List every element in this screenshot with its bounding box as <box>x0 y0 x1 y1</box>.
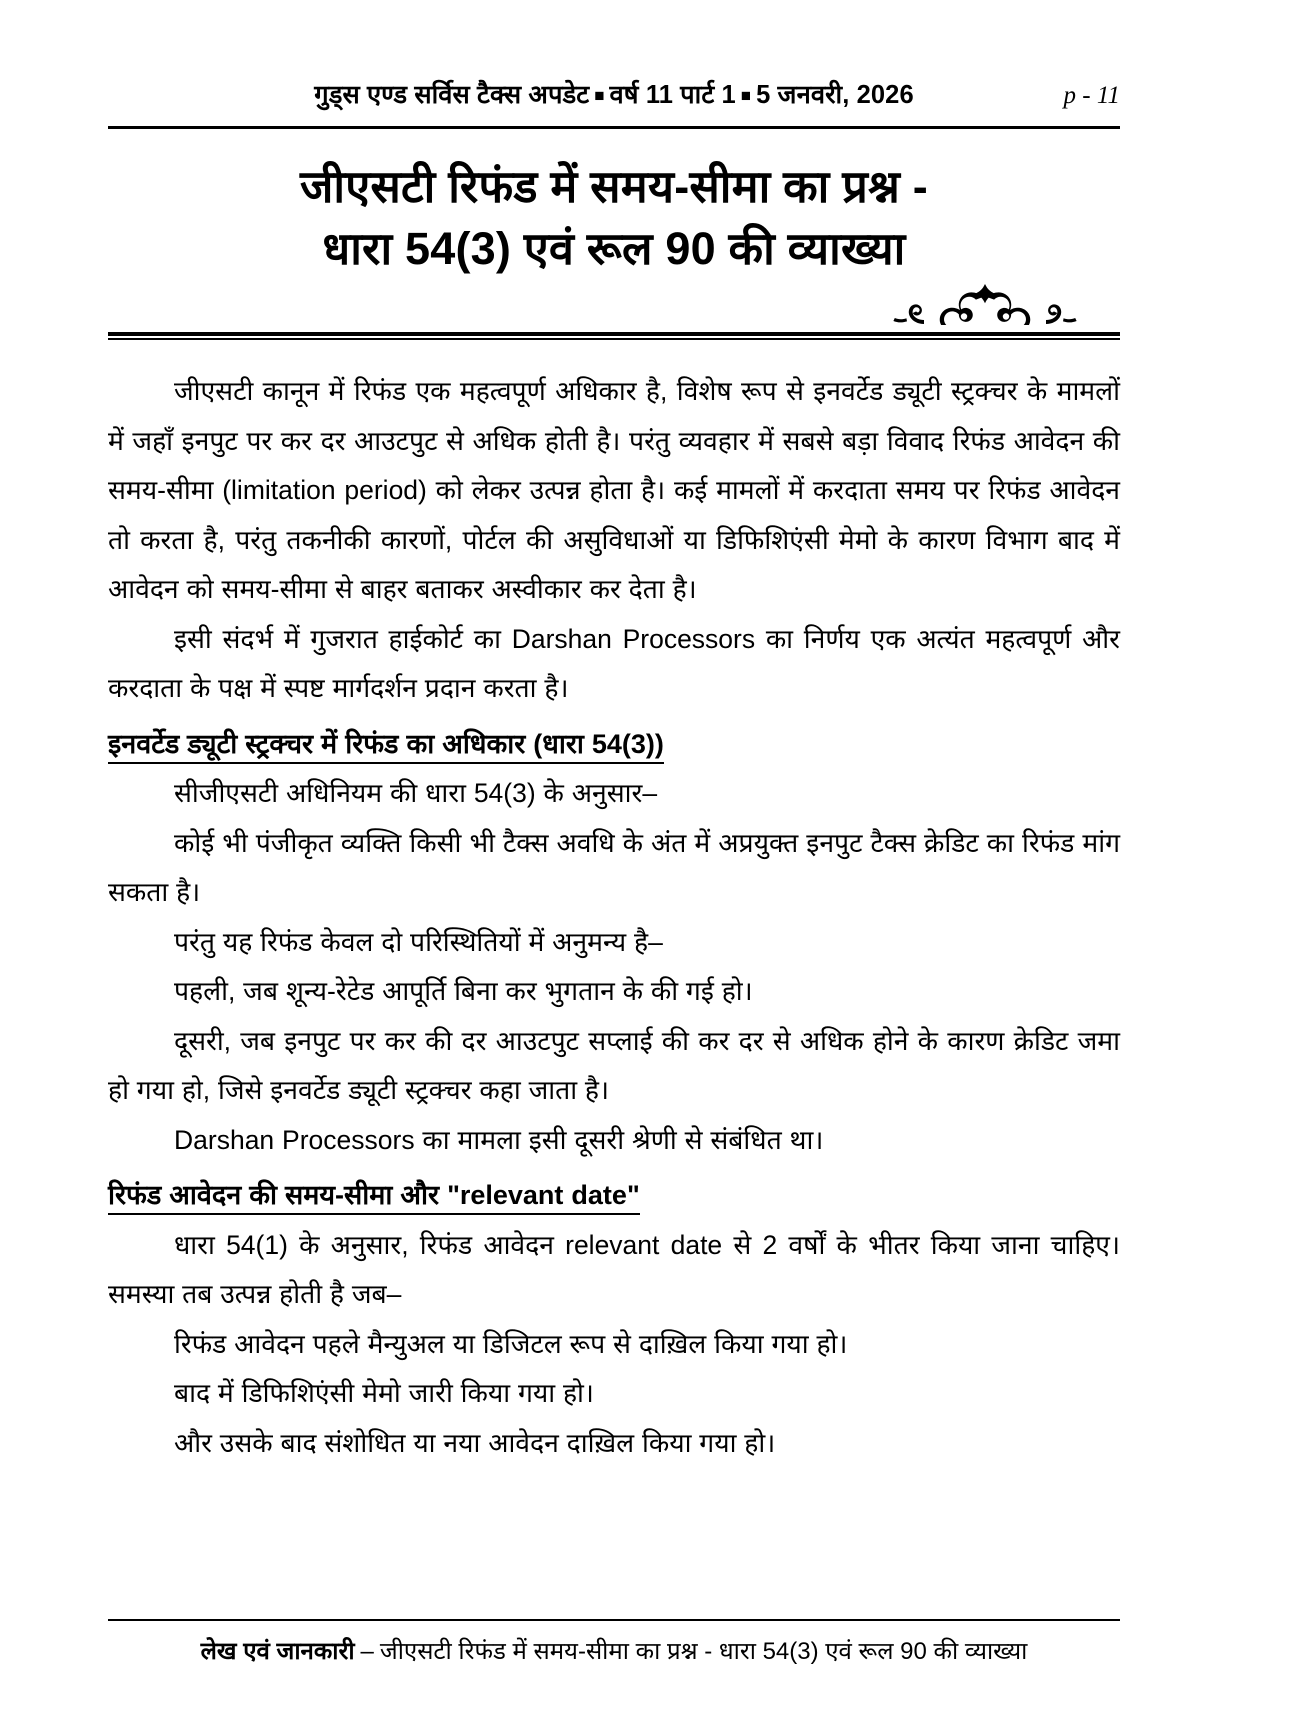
page-title <box>108 156 1120 280</box>
running-head-center <box>108 78 1120 113</box>
page-number: p - 11 <box>1063 82 1120 109</box>
title-divider-thick <box>108 332 1120 336</box>
flourish-ornament-icon <box>880 280 1090 326</box>
section-heading-2-text-part1: रिफंड आवेदन की समय-सीमा और <box>108 1180 447 1215</box>
article-body <box>108 367 1120 1468</box>
ornament-row <box>108 286 1120 332</box>
section-heading-1 <box>108 720 1120 770</box>
paragraph: धारा 54(1) के अनुसार, रिफंड आवेदन relevant date से 2 वर्षों के भीतर किया जाना चाहिए। समस्या तब उत्पन्न होती है जब– <box>108 1229 1120 1309</box>
paragraph: Darshan Processors का मामला इसी दूसरी श्रेणी से संबंधित था। <box>174 1124 824 1155</box>
paragraph: बाद में डिफिशिएंसी मेमो जारी किया गया हो। <box>174 1378 594 1408</box>
paragraph: जीएसटी कानून में रिफंड एक महत्वपूर्ण अधिकार है, विशेष रूप से इनवर्टेड ड्यूटी स्ट्रक्चर के मामलों में जहाँ इनपुट पर कर दर आउटपुट से अधिक होती है। परंतु व्यवहार में सबसे बड़ा विवाद रिफंड आवेदन की समय-सीमा (limitation period) को लेकर उत्पन्न होता है। कई मामलों में करदाता समय पर रिफंड आवेदन तो करता है, परंतु तकनीकी कारणों, पोर्टल की असुविधाओं या डिफिशिएंसी मेमो के कारण विभाग बाद में आवेदन को समय-सीमा से बाहर बताकर अस्वीकार कर देता है। <box>108 376 1120 604</box>
volume-part: वर्ष 11 पार्ट 1 <box>609 81 736 109</box>
issue-date: 5 जनवरी, 2026 <box>756 81 914 109</box>
paragraph: रिफंड आवेदन पहले मैन्युअल या डिजिटल रूप से दाख़िल किया गया हो। <box>174 1328 848 1359</box>
running-head <box>108 78 1120 130</box>
paragraph: सीजीएसटी अधिनियम की धारा 54(3) के अनुसार– <box>174 778 658 808</box>
main-content <box>108 132 1120 1468</box>
page-title-line-2: धारा 54(3) एवं रूल 90 की व्याख्या <box>322 223 906 274</box>
footer-rule <box>108 1619 1120 1621</box>
paragraph: कोई भी पंजीकृत व्यक्ति किसी भी टैक्स अवधि के अंत में अप्रयुक्त इनपुट टैक्स क्रेडिट का रिफंड मांग सकता है। <box>108 827 1120 907</box>
separator-square-icon-2: ■ <box>740 86 752 105</box>
section-heading-2 <box>108 1171 1120 1221</box>
section-heading-1-text: इनवर्टेड ड्यूटी स्ट्रक्चर में रिफंड का अधिकार (धारा 54(3)) <box>108 729 664 764</box>
paragraph: और उसके बाद संशोधित या नया आवेदन दाख़िल किया गया हो। <box>174 1427 776 1458</box>
title-divider-thin <box>108 338 1120 340</box>
title-divider <box>108 332 1120 341</box>
paragraph: इसी संदर्भ में गुजरात हाईकोर्ट का Darshan Processors का निर्णय एक अत्यंत महत्वपूर्ण और करदाता के पक्ष में स्पष्ट मार्गदर्शन प्रदान करता है। <box>108 623 1120 703</box>
page-footer <box>108 1634 1120 1670</box>
footer-article-title: जीएसटी रिफंड में समय-सीमा का प्रश्न - धारा 54(3) एवं रूल 90 की व्याख्या <box>379 1638 1028 1665</box>
paragraph: दूसरी, जब इनपुट पर कर की दर आउटपुट सप्लाई की कर दर से अधिक होने के कारण क्रेडिट जमा हो गया हो, जिसे इनवर्टेड ड्यूटी स्ट्रक्चर कहा जाता है। <box>108 1025 1120 1105</box>
separator-square-icon: ■ <box>594 86 605 105</box>
section-heading-2-text-part2: "relevant date" <box>447 1180 640 1215</box>
footer-dash: – <box>360 1638 374 1665</box>
footer-label: लेख एवं जानकारी <box>200 1638 355 1665</box>
page-title-line-1: जीएसटी रिफंड में समय-सीमा का प्रश्न - <box>300 161 928 212</box>
journal-title: गुड्स एण्ड सर्विस टैक्स अपडेट <box>314 81 590 109</box>
header-rule <box>108 126 1120 129</box>
page-body-column <box>108 0 1120 130</box>
paragraph: परंतु यह रिफंड केवल दो परिस्थितियों में अनुमन्य है– <box>174 926 663 957</box>
paragraph: पहली, जब शून्य-रेटेड आपूर्ति बिना कर भुगतान के की गई हो। <box>174 976 753 1006</box>
